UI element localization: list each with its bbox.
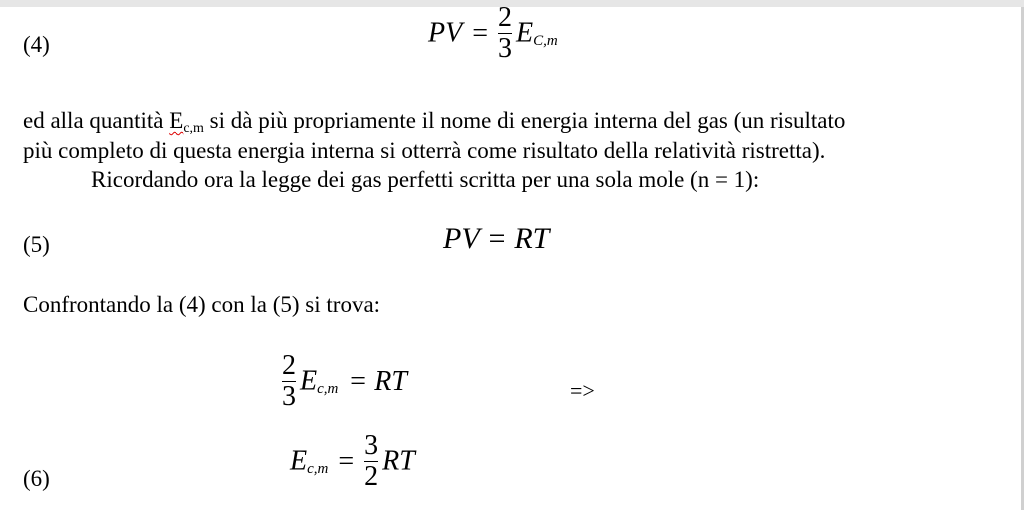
eq4-symbol: E [516,17,534,49]
paragraph-line-1-prefix: ed alla quantità [23,108,170,133]
equation-number-5: (5) [23,232,50,257]
eq6-subscript: c,m [307,461,329,478]
equation-number-6: (6) [23,466,50,491]
eqmid-fraction [282,352,296,411]
eqmid-subscript: c,m [317,381,339,398]
paragraph-variable-subscript: c,m [183,121,204,136]
eq4-frac-num: 2 [498,2,513,33]
eq4-fraction [498,4,512,63]
eqmid-rhs: = RT [348,365,407,397]
paragraph-variable [169,108,204,136]
eq4-subscript: C,m [533,33,558,50]
eqmid-frac-den: 3 [282,381,296,412]
eq4-frac-den: 3 [498,33,513,64]
paragraph-variable-symbol: E [169,108,184,133]
equation-intermediate [282,352,407,411]
implication-arrow: => [570,378,595,403]
eq6-frac-num: 3 [364,430,379,461]
equation-4 [428,4,558,63]
eq6-symbol: E [290,445,308,477]
eq6-fraction [364,432,378,491]
paragraph-line-2: più completo di questa energia interna si otterrà come risultato della relatività ristretta). [23,138,826,163]
paragraph-line-3: Ricordando ora la legge dei gas perfetti scritta per una sola mole (n = 1): [91,167,760,192]
equation-5: PV = RT [443,222,550,255]
paragraph-line-1-suffix: si dà più propriamente il nome di energia interna del gas (un risultato [203,108,846,133]
eq6-frac-den: 2 [364,461,379,492]
equation-6 [290,432,415,491]
compare-text: Confrontando la (4) con la (5) si trova: [23,292,381,317]
eq4-equals: = [472,17,489,49]
equation-number-4: (4) [23,32,50,57]
eqmid-symbol: E [300,365,318,397]
eqmid-frac-num: 2 [282,350,296,381]
eq6-equals: = [338,445,355,477]
eq6-rhs: RT [382,445,415,477]
eq4-lhs: PV [428,17,463,49]
